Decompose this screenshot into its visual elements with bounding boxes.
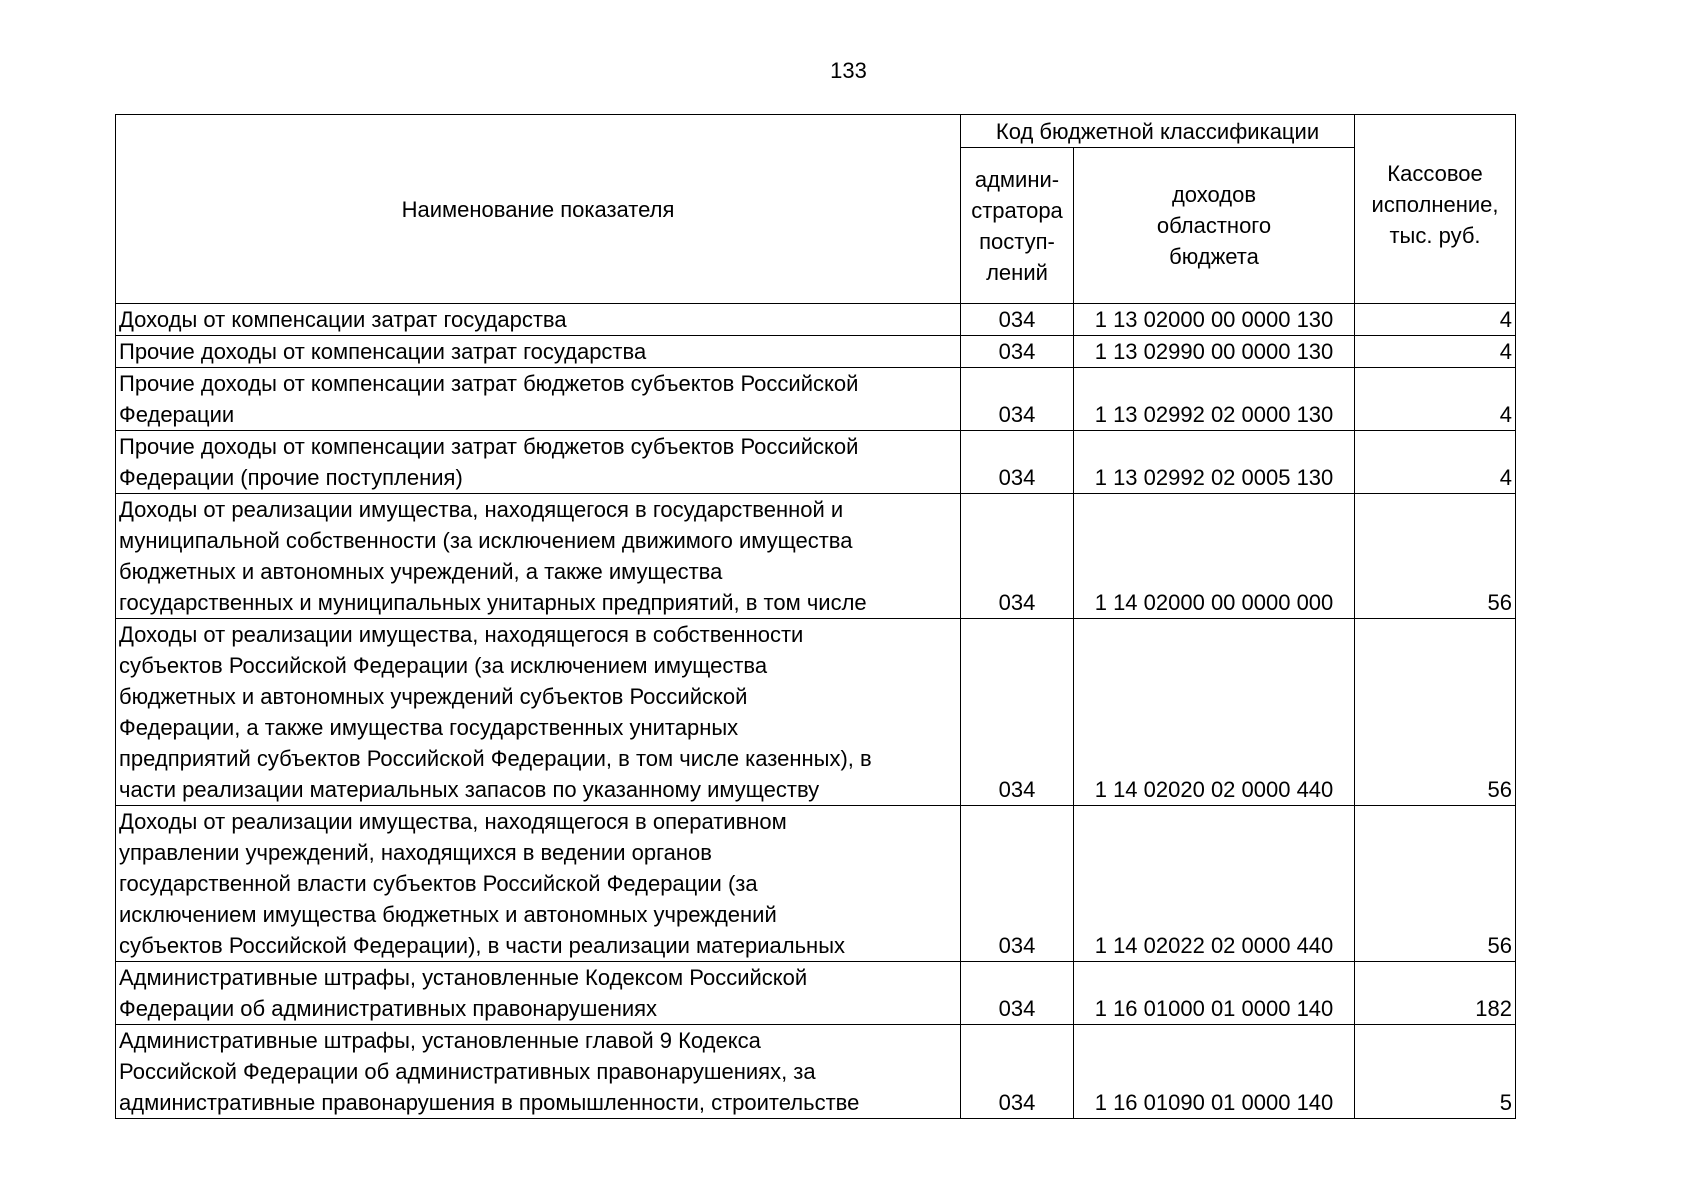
header-income <box>1074 148 1355 304</box>
table-row <box>116 368 1516 431</box>
row-admin-code: 034 <box>961 619 1074 806</box>
header-name <box>116 115 961 304</box>
table-row <box>116 494 1516 619</box>
row-admin-code: 034 <box>961 336 1074 368</box>
table-row <box>116 304 1516 336</box>
row-income-code: 1 13 02000 00 0000 130 <box>1074 304 1355 336</box>
row-amount: 4 <box>1355 336 1516 368</box>
row-name: Доходы от реализации имущества, находящегося в оперативном управлении учреждений, находящихся в ведении органов государственной власти субъектов Российской Федерации (за исключением имущества бюджетных и автономных учреждений субъектов Российской Федерации), в части реализации материальных <box>116 806 961 962</box>
header-income-text: доходов областного бюджета <box>1156 182 1272 269</box>
row-name: Доходы от реализации имущества, находящегося в государственной и муниципальной собственности (за исключением движимого имущества бюджетных и автономных учреждений, а также имущества государственных и муниципальных унитарных предприятий, в том числе <box>116 494 961 619</box>
row-name: Доходы от реализации имущества, находящегося в собственности субъектов Российской Федерации (за исключением имущества бюджетных и автономных учреждений субъектов Российской Федерации, а также имущества государственных унитарных предприятий субъектов Российской Федерации, в том числе казенных), в части реализации материальных запасов по указанному имуществу <box>116 619 961 806</box>
table-row <box>116 1025 1516 1119</box>
row-amount: 5 <box>1355 1025 1516 1119</box>
header-code-group-text: Код бюджетной классификации <box>995 118 1320 144</box>
row-income-code: 1 13 02990 00 0000 130 <box>1074 336 1355 368</box>
row-admin-code: 034 <box>961 962 1074 1025</box>
row-admin-code: 034 <box>961 1025 1074 1119</box>
row-name: Прочие доходы от компенсации затрат государства <box>116 336 961 368</box>
row-admin-code: 034 <box>961 806 1074 962</box>
row-amount: 4 <box>1355 368 1516 431</box>
row-income-code: 1 16 01000 01 0000 140 <box>1074 962 1355 1025</box>
row-income-code: 1 16 01090 01 0000 140 <box>1074 1025 1355 1119</box>
page-number: 133 <box>830 58 867 83</box>
row-income-code: 1 14 02000 00 0000 000 <box>1074 494 1355 619</box>
row-name: Прочие доходы от компенсации затрат бюджетов субъектов Российской Федерации <box>116 368 961 431</box>
table-body <box>116 304 1516 1119</box>
table-row <box>116 806 1516 962</box>
header-amount-text: Кассовое исполнение, тыс. руб. <box>1371 160 1499 248</box>
row-income-code: 1 13 02992 02 0005 130 <box>1074 431 1355 494</box>
row-amount: 56 <box>1355 619 1516 806</box>
row-admin-code: 034 <box>961 304 1074 336</box>
table-row <box>116 431 1516 494</box>
row-name: Прочие доходы от компенсации затрат бюджетов субъектов Российской Федерации (прочие поступления) <box>116 431 961 494</box>
row-admin-code: 034 <box>961 431 1074 494</box>
row-income-code: 1 14 02022 02 0000 440 <box>1074 806 1355 962</box>
row-amount: 182 <box>1355 962 1516 1025</box>
table-row <box>116 962 1516 1025</box>
row-amount: 4 <box>1355 304 1516 336</box>
table-row <box>116 619 1516 806</box>
row-name: Административные штрафы, установленные Кодексом Российской Федерации об административных правонарушениях <box>116 962 961 1025</box>
row-name: Административные штрафы, установленные главой 9 Кодекса Российской Федерации об административных правонарушениях, за административные правонарушения в промышленности, строительстве <box>116 1025 961 1119</box>
header-admin-text: админи- стратора поступ- лений <box>971 166 1063 285</box>
row-income-code: 1 13 02992 02 0000 130 <box>1074 368 1355 431</box>
table-row <box>116 336 1516 368</box>
row-amount: 56 <box>1355 806 1516 962</box>
row-income-code: 1 14 02020 02 0000 440 <box>1074 619 1355 806</box>
row-name: Доходы от компенсации затрат государства <box>116 304 961 336</box>
row-admin-code: 034 <box>961 494 1074 619</box>
header-name-text: Наименование показателя <box>401 196 675 222</box>
header-code-group <box>961 115 1355 148</box>
header-amount <box>1355 115 1516 304</box>
row-admin-code: 034 <box>961 368 1074 431</box>
table-header <box>116 115 1516 304</box>
row-amount: 56 <box>1355 494 1516 619</box>
row-amount: 4 <box>1355 431 1516 494</box>
budget-table <box>115 114 1516 1119</box>
header-admin <box>961 148 1074 304</box>
